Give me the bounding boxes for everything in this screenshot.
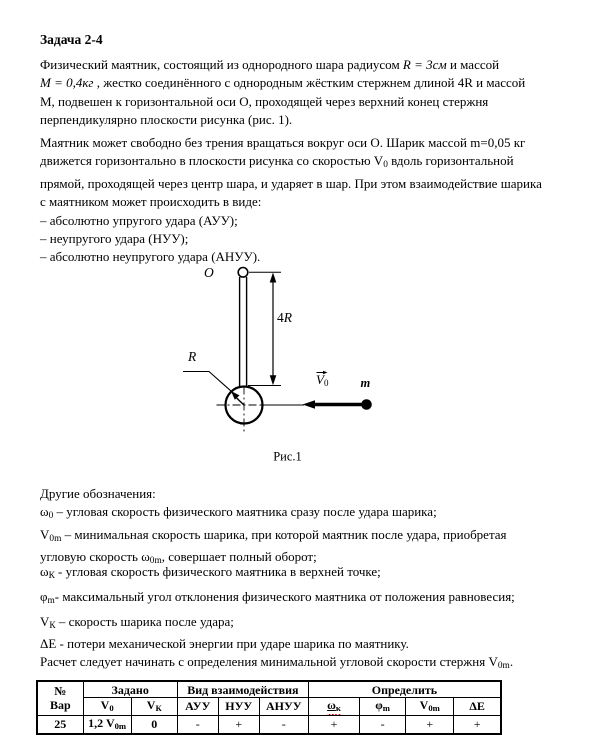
- note-delta-e: ΔЕ - потери механической энергии при ударе шарика по маятнику.: [40, 636, 409, 651]
- note-calc-hint: Расчет следует начинать с определения минимальной угловой скорости стержня $V_{0m}$.: [40, 654, 514, 672]
- col-header-nuu: НУУ: [218, 698, 259, 716]
- pivot-circle-icon: [238, 268, 248, 278]
- col-header-vk: $V_К$: [131, 698, 177, 716]
- note-phi-m: $\varphi_m-$ максимальный угол отклонения физического маятника от положения равновесия;: [40, 589, 515, 607]
- notes-block-energy: [40, 635, 570, 676]
- velocity-label-v0: V0: [316, 372, 329, 388]
- notes-heading: Другие обозначения:: [40, 486, 156, 501]
- col-header-anuu: АНУУ: [259, 698, 308, 716]
- misspelled-omega: $\omega_к$: [327, 698, 341, 713]
- col-header-v0: $V_0$: [83, 698, 131, 716]
- col-header-delta-e: ΔЕ: [454, 698, 501, 716]
- velocity-vector-arrowhead-icon: [303, 400, 316, 409]
- pivot-label-o: O: [204, 265, 214, 280]
- cell-variant-num: 25: [37, 715, 83, 733]
- dimension-arrow-up-icon: [270, 273, 277, 283]
- notes-block-main: [40, 485, 570, 571]
- cell-auu: -: [177, 715, 218, 733]
- radius-label-r: R: [188, 349, 197, 364]
- col-header-variant: [37, 681, 83, 715]
- text-line: М, подвешен к горизонтальной оси О, проходящей через верхний конец стержня: [40, 93, 489, 109]
- note-v-k: $V_К$ – скорость шарика после удара;: [40, 614, 234, 632]
- mass-dot-icon: [361, 399, 372, 410]
- table-row: [37, 715, 501, 733]
- mass-label-m: m: [360, 376, 371, 390]
- dimension-label-4r: 4R: [277, 310, 292, 325]
- col-header-phi-m: $\varphi_m$: [360, 698, 406, 716]
- text-line: M = 0,4кг , жестко соединённого с однородным жёстким стержнем длиной 4R и массой: [40, 75, 526, 91]
- cell-anuu: -: [259, 715, 308, 733]
- pendulum-figure: [180, 260, 380, 465]
- note-v0m-2: угловую скорость $\omega_{0m}$, совершает полный оборот;: [40, 549, 317, 567]
- radius-leader-line: [183, 372, 231, 392]
- figure-caption: Рис.1: [273, 449, 302, 464]
- cell-v0m: +: [406, 715, 454, 733]
- col-header-omega-k: [308, 698, 359, 716]
- col-group-given: Задано: [83, 681, 177, 698]
- col-group-interaction: Вид взаимодействия: [177, 681, 308, 698]
- paragraph-1: [40, 56, 570, 130]
- cell-vk: 0: [131, 715, 177, 733]
- bullet-anuu: – абсолютно неупругого удара (АНУУ).: [40, 249, 261, 265]
- col-group-find: Определить: [308, 681, 501, 698]
- note-omega-k: $\omega_К$ - угловая скорость физического маятника в верхней точке;: [40, 564, 381, 582]
- text-line: с маятником может происходить в виде:: [40, 194, 262, 210]
- cell-nuu: +: [218, 715, 259, 733]
- variant-table: [36, 680, 502, 735]
- bullet-nuu: – неупругого удара (НУУ);: [40, 231, 189, 247]
- text-line: Физический маятник, состоящий из однородного шара радиусом R = 3см и массой: [40, 57, 500, 72]
- page-title: Задача 2-4: [40, 32, 103, 47]
- text-line: движется горизонтально в плоскости рисунка со скоростью $V_0$ вдоль горизонтальной: [40, 153, 514, 171]
- note-omega0: $\omega_0$ – угловая скорость физического маятника сразу после удара шарика;: [40, 504, 437, 522]
- note-v0m-1: $V_{0m}$ – минимальная скорость шарика, при которой маятник после удара, приобретая: [40, 526, 507, 544]
- cell-omega: +: [308, 715, 359, 733]
- cell-v0: 1,2 $V_{0m}$: [83, 715, 131, 733]
- paragraph-2: [40, 134, 570, 267]
- col-header-auu: АУУ: [177, 698, 218, 716]
- dimension-arrow-down-icon: [270, 375, 277, 385]
- text-line: прямой, проходящей через центр шара, и ударяет в шар. При этом взаимодействие шарика: [40, 175, 542, 191]
- cell-delta-e: +: [454, 715, 501, 733]
- text-line: Маятник может свободно без трения вращаться вокруг оси О. Шарик массой m=0,05 кг: [40, 135, 526, 150]
- bullet-auu: – абсолютно упругого удара (АУУ);: [40, 212, 238, 228]
- cell-phi: -: [360, 715, 406, 733]
- header-var: Вар: [49, 698, 71, 713]
- text-line: перпендикулярно плоскости рисунка (рис. 1).: [40, 112, 293, 128]
- header-num: №: [54, 684, 67, 699]
- col-header-v0m: $V_{0m}$: [406, 698, 454, 716]
